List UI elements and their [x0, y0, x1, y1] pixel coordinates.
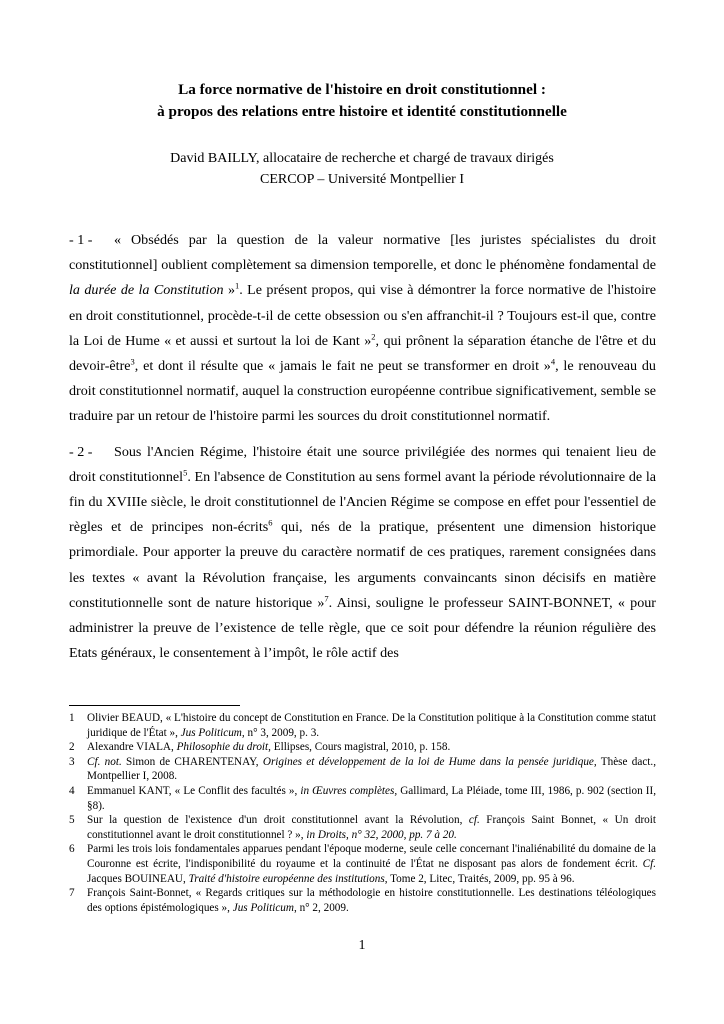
footnote [69, 886, 656, 915]
footnote-number: 6 [69, 843, 75, 856]
text-run: Simon de CHARENTENAY, [121, 755, 263, 768]
footnote-ref[interactable]: 1 [235, 280, 240, 291]
italic-run: Philosophie du droit [176, 741, 269, 754]
page-number: 1 [358, 938, 366, 953]
italic-run: la durée de la Constitution [69, 282, 224, 299]
italic-run: Jus Politicum [232, 901, 294, 914]
text-run: Alexandre VIALA, [87, 741, 177, 754]
footnote-number: 1 [69, 712, 75, 724]
footnote-ref[interactable]: 7 [324, 593, 329, 604]
footnote-text [87, 886, 656, 915]
author-institution: CERCOP – Université Montpellier I [259, 172, 465, 187]
text-run: , et dont il résulte que « jamais le fait ne peut se transformer en droit » [134, 358, 551, 375]
text-run: , Tome 2, Litec, Traités, 2009, pp. 95 à 96. [384, 872, 575, 885]
italic-run: Traité d'histoire européenne des institutions [188, 872, 385, 885]
text-run: . Ainsi, souligne le professeur SAINT-BONNET, « pour administrer la preuve de l’existence de telle règle, que ce soit pour défendre la réunion régulière des Etats généraux, le consentement à l’impôt, le rôle actif des [69, 594, 656, 662]
italic-run: Cf. [642, 857, 656, 870]
footnote [69, 842, 656, 886]
text-run: Olivier BEAUD, « L'histoire du concept de Constitution en France. De la Constitution politique à la Constitution comme statut juridique de l'État », [87, 712, 656, 739]
title-line-1: La force normative de l'histoire en droit constitutionnel : [178, 81, 546, 98]
footnote-separator [69, 705, 240, 706]
footnote-number: 2 [69, 741, 75, 754]
text-run: « Obsédés par la question de la valeur normative [les juristes spécialistes du droit constitutionnel] oublient complètement sa dimension temporelle, et donc le phénomène fondamental de [69, 232, 656, 274]
italic-run: Origines et développement de la loi de Hume dans la pensée juridique, [262, 755, 597, 768]
footnote [69, 740, 656, 755]
title-line-2: à propos des relations entre histoire et identité constitutionnelle [157, 103, 567, 120]
footnote-ref[interactable]: 3 [130, 356, 135, 367]
paragraph-number: - 2 - [69, 443, 93, 460]
paragraph-2 [69, 440, 656, 667]
text-run: François Saint-Bonnet, « Regards critiques sur la méthodologie en histoire constitutionnelle. Les destinations téléologiques des options épistémologiques », [87, 887, 656, 914]
text-run: Sur la question de l'existence d'un droit constitutionnel avant la Révolution, [87, 814, 469, 827]
footnote-ref[interactable]: 6 [268, 517, 273, 528]
footnote [69, 784, 656, 813]
italic-run: Jus Politicum, [180, 726, 245, 739]
footnote-number: 4 [69, 784, 75, 797]
text-run: , le renouveau du droit constitutionnel normatif, auquel la construction européenne contribue significativement, semble se traduire par un retour de l'histoire parmi les sources du droit constitutionnel normatif. [69, 358, 656, 425]
text-run: , n° 2, 2009. [293, 901, 349, 914]
footnote-number: 5 [69, 814, 75, 827]
text-run: François Saint Bonnet, « Un droit constitutionnel avant le droit constitutionnel ? », [87, 814, 656, 841]
italic-run: cf. [468, 814, 480, 827]
italic-run: Cf. not. [87, 755, 122, 768]
footnote-text [87, 784, 656, 813]
paragraph-number: - 1 - [69, 232, 93, 248]
footnote-ref[interactable]: 5 [183, 467, 188, 478]
footnote-ref[interactable]: 2 [371, 331, 376, 342]
text-run: . En l'absence de Constitution au sens formel avant la période révolutionnaire de la fin du XVIIIe siècle, le droit constitutionnel de l'Ancien Régime se compose en effet pour l'essentiel de règles et de principes non-écrits [69, 468, 656, 536]
text-run: Parmi les trois lois fondamentales apparues pendant l'époque moderne, seule celle concernant l'inaliénabilité du domaine de la Couronne est écrite, l'indisponibilité du royaume et la continuité de l'État ne disposant pas alors de fondement écrit. [87, 843, 656, 870]
text-run: Emmanuel KANT, « Le Conflit des facultés », [87, 784, 301, 797]
body-text [69, 228, 656, 676]
text-run: qui, nés de la pratique, présentent une dimension historique primordiale. Pour apporter la preuve du caractère normatif de ces pratiques, rarement consignées dans les textes « avant la Révolution française, les arguments convaincants sinon décisifs en matière constitutionnelle sont de nature historique » [69, 519, 657, 611]
footnote-text [87, 813, 656, 842]
footnote [69, 711, 656, 740]
footnote-text [87, 740, 656, 755]
text-run: Gallimard, La Pléiade, tome III, 1986, p. 902 (section II, §8). [87, 784, 657, 812]
italic-run: in Droits, n° 32, 2000, pp. 7 à 20. [306, 828, 457, 841]
text-run: » [223, 282, 235, 299]
italic-run: in Œuvres complètes, [300, 784, 398, 797]
text-run: n° 3, 2009, p. 3. [244, 726, 320, 739]
text-run: , Ellipses, Cours magistral, 2010, p. 158. [268, 741, 451, 754]
footnote [69, 813, 656, 842]
paragraph-1 [69, 228, 656, 430]
footnote-text [87, 755, 656, 784]
text-run: , qui prônent la séparation étanche de l'être et du devoir-être [69, 332, 656, 375]
footnote-number: 3 [69, 755, 75, 768]
footnote-number: 7 [69, 887, 75, 900]
text-run: Thèse dact., Montpellier I, 2008. [87, 755, 656, 783]
footnote-ref[interactable]: 4 [550, 356, 556, 367]
footnote-text [87, 842, 656, 886]
text-run: Jacques BOUINEAU, [87, 872, 189, 885]
author-affiliation: David BAILLY, allocataire de recherche et chargé de travaux dirigés [170, 151, 554, 166]
footnote-text [87, 711, 656, 740]
text-run: . Le présent propos, qui vise à démontrer la force normative de l'histoire en droit constitutionnel, procède-t-il de cette obsession ou s'en affranchit-il ? Toujours est-il que, contre la Loi de Hume « et aussi et surtout la loi de Kant » [69, 282, 657, 349]
footnote [69, 755, 656, 784]
footnotes [69, 711, 656, 915]
text-run: Sous l'Ancien Régime, l'histoire était une source privilégiée des normes qui tenaient lieu de droit constitutionnel [69, 443, 656, 485]
